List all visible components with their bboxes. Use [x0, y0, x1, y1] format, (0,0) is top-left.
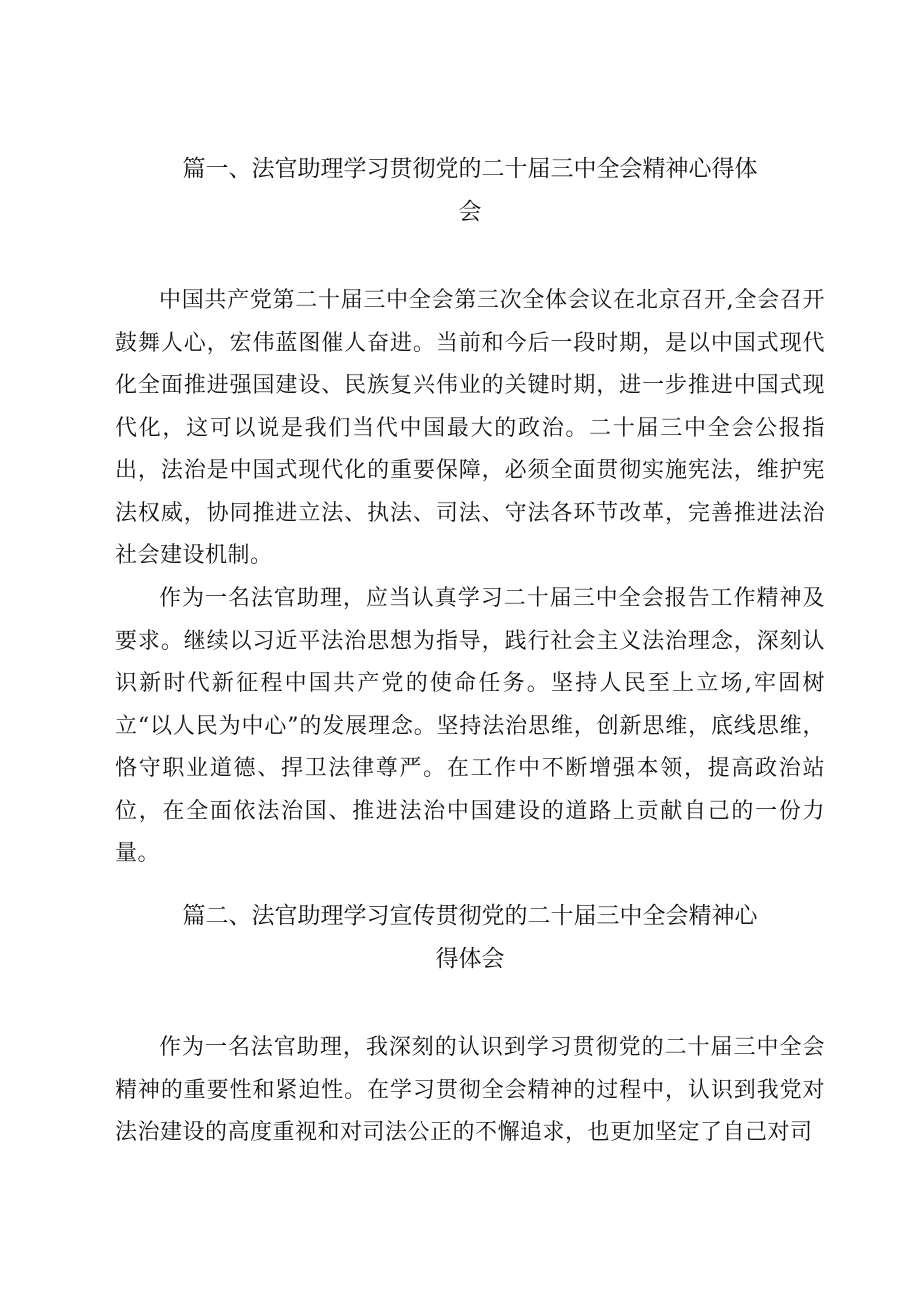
section-1-title-line-1: 篇一、法官助理学习贯彻党的二十届三中全会精神心得体 — [182, 156, 758, 182]
section-1-title — [115, 148, 825, 234]
section-1-paragraph-2: 作为一名法官助理，应当认真学习二十届三中全会报告工作精神及要求。继续以习近平法治思想为指导，践行社会主义法治理念，深刻认识新时代新征程中国共产党的使命任务。坚持人民至上立场,牢固树立“以人民为中心”的发展理念。坚持法治思维，创新思维，底线思维，恪守职业道德、捍卫法律尊严。在工作中不断增强本领，提高政治站位，在全面依法治国、推进法治中国建设的道路上贡献自己的一份力量。 — [115, 586, 825, 866]
section-2-title-line-1: 篇二、法官助理学习宣传贯彻党的二十届三中全会精神心 — [182, 903, 758, 929]
section-1-paragraph-1: 中国共产党第二十届三中全会第三次全体会议在北京召开,全会召开鼓舞人心，宏伟蓝图催人奋进。当前和今后一段时期，是以中国式现代化全面推进强国建设、民族复兴伟业的关键时期，进一步推进中国式现代化，这可以说是我们当代中国最大的政治。二十届三中全会公报指出，法治是中国式现代化的重要保障，必须全面贯彻实施宪法，维护宪法权威，协同推进立法、执法、司法、守法各环节改革，完善推进法治社会建设机制。 — [115, 288, 825, 568]
section-1-title-line-2: 会 — [458, 199, 482, 225]
section-2-paragraph-1: 作为一名法官助理，我深刻的认识到学习贯彻党的二十届三中全会精神的重要性和紧迫性。在学习贯彻全会精神的过程中，认识到我党对法治建设的高度重视和对司法公正的不懈追求，也更加坚定了自己对司 — [115, 1035, 825, 1145]
section-2-title-line-2: 得体会 — [435, 946, 505, 972]
section-2-title — [115, 895, 825, 981]
